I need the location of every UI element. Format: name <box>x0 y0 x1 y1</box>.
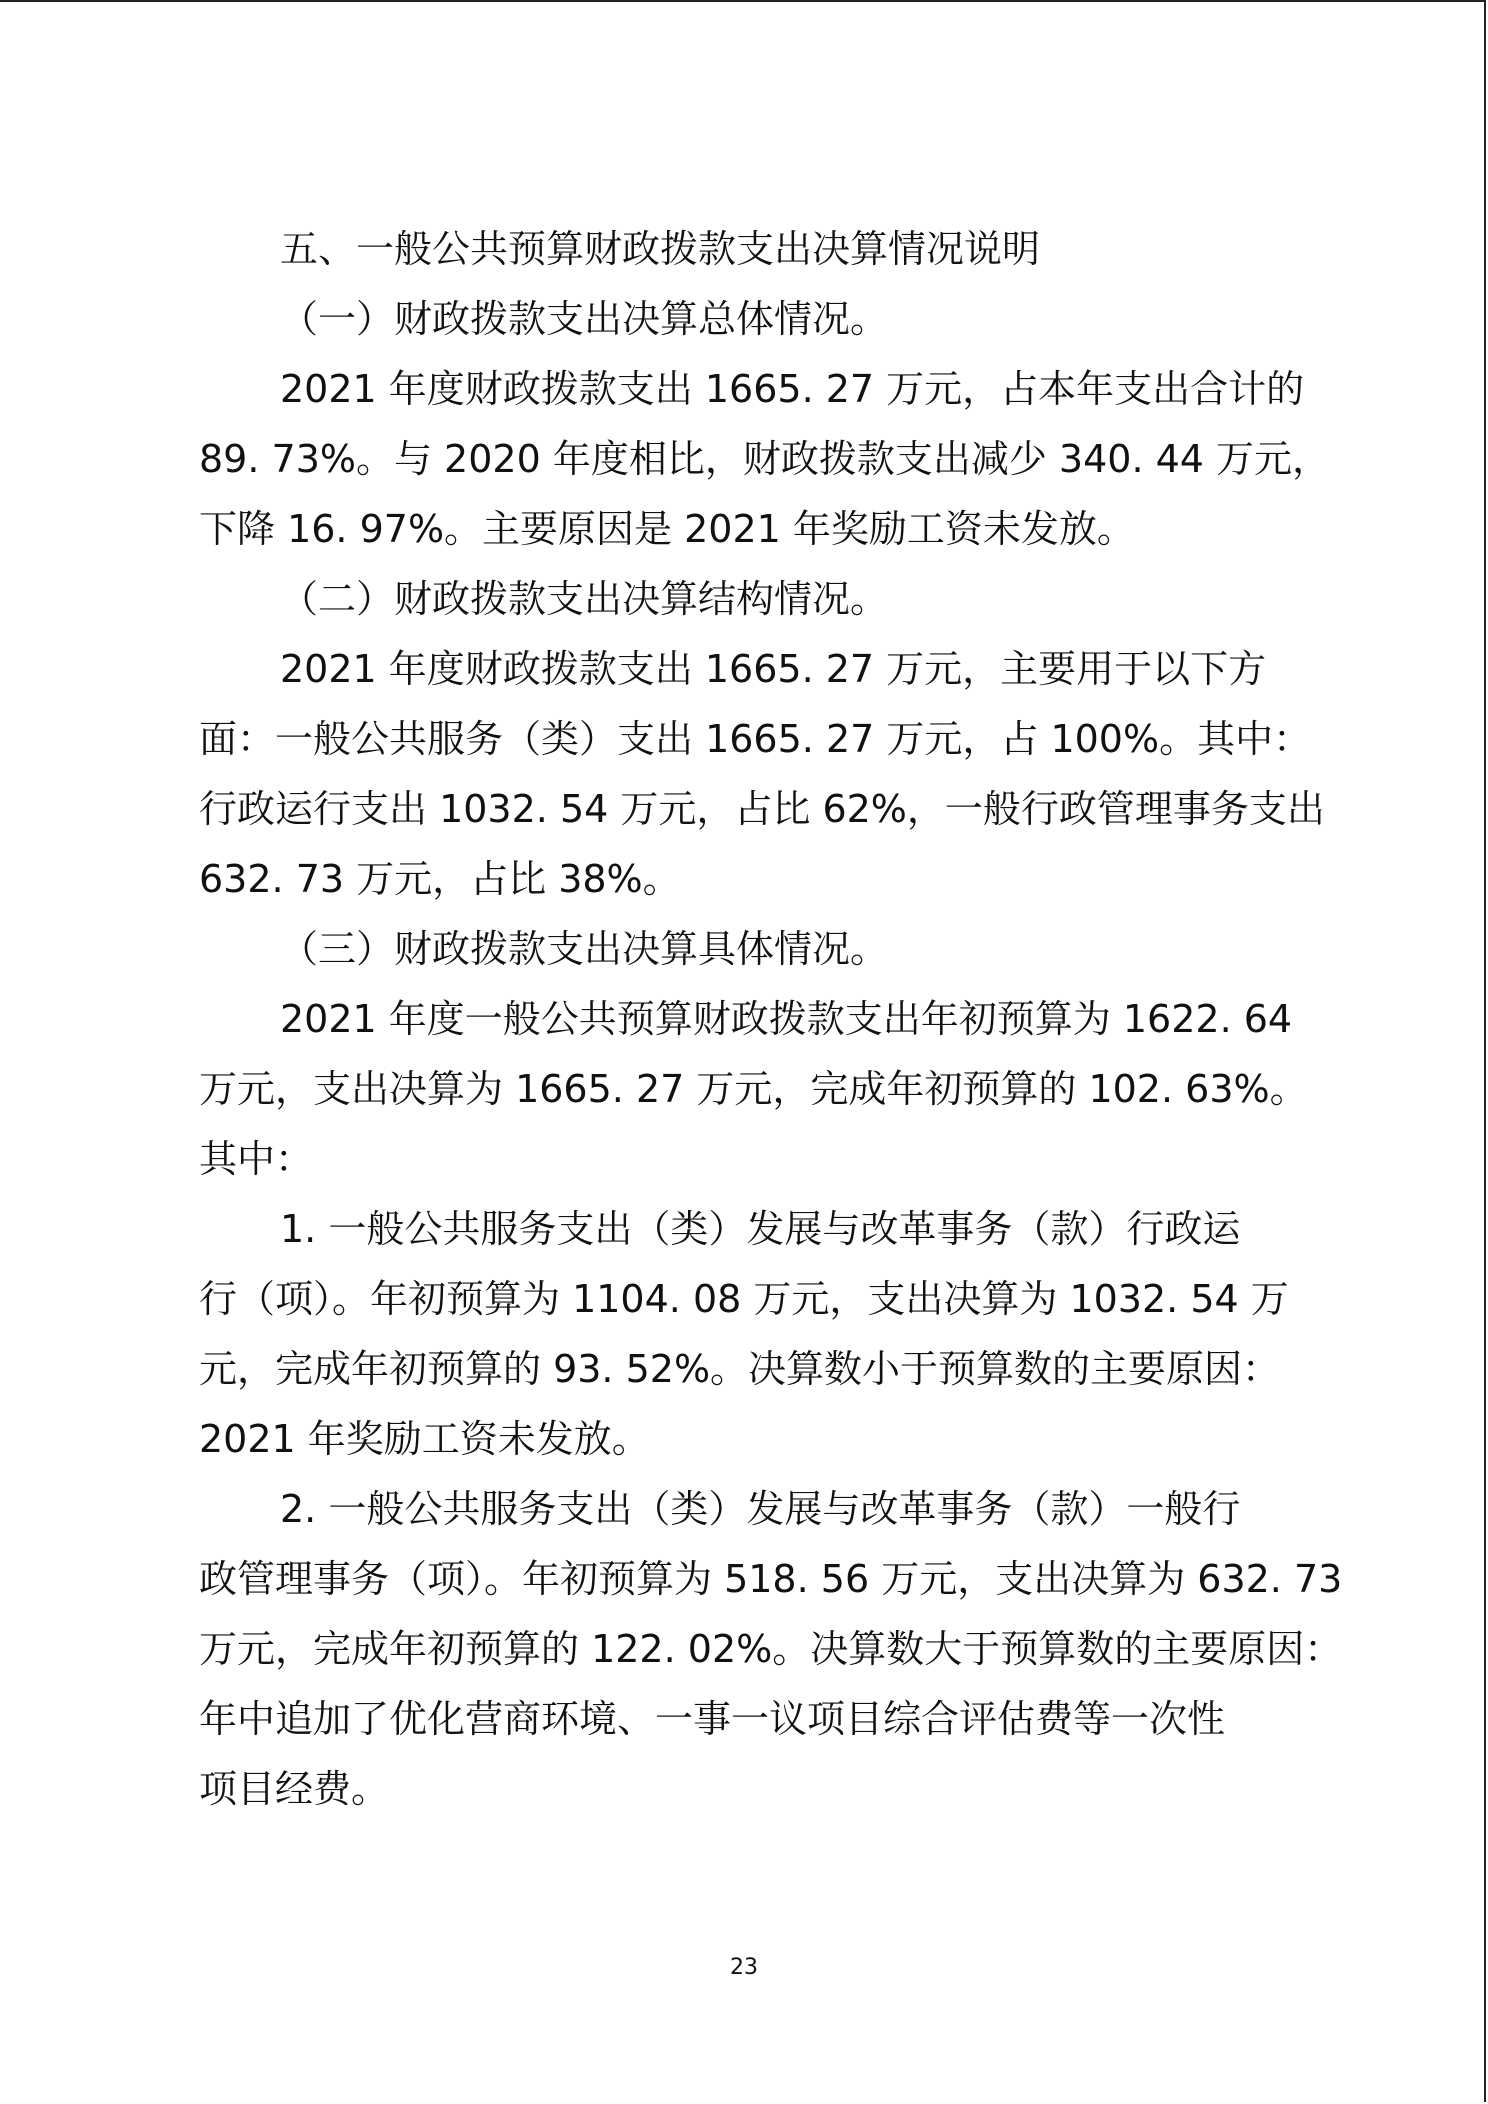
paragraph-line: 万元，支出决算为 1665. 27 万元，完成年初预算的 102. 63%。 <box>199 1067 1308 1111</box>
paragraph-line: 行政运行支出 1032. 54 万元，占比 62%，一般行政管理事务支出 <box>199 787 1325 831</box>
paragraph-line: 2021 年度一般公共预算财政拨款支出年初预算为 1622. 64 <box>280 997 1293 1041</box>
subsection-heading-2: （二）财政拨款支出决算结构情况。 <box>280 577 889 621</box>
list-item-2-line: 年中追加了优化营商环境、一事一议项目综合评估费等一次性 <box>199 1697 1226 1741</box>
paragraph-line: 下降 16. 97%。主要原因是 2021 年奖励工资未发放。 <box>199 507 1135 551</box>
paragraph-line: 2021 年度财政拨款支出 1665. 27 万元，占本年支出合计的 <box>280 367 1305 411</box>
subsection-heading-1: （一）财政拨款支出决算总体情况。 <box>280 297 889 341</box>
subsection-heading-3: （三）财政拨款支出决算具体情况。 <box>280 927 889 971</box>
list-item-1-line: 2021 年奖励工资未发放。 <box>199 1417 650 1461</box>
page-number: 23 <box>730 1955 758 1980</box>
list-item-2-line: 项目经费。 <box>199 1767 390 1811</box>
list-item-1-line: 元，完成年初预算的 93. 52%。决算数小于预算数的主要原因： <box>199 1347 1281 1391</box>
paragraph-line: 632. 73 万元，占比 38%。 <box>199 857 681 901</box>
document-body <box>199 214 1343 1824</box>
paragraph-line: 其中： <box>199 1137 314 1181</box>
list-item-1-line: 行（项）。年初预算为 1104. 08 万元，支出决算为 1032. 54 万 <box>199 1277 1289 1321</box>
section-heading: 五、一般公共预算财政拨款支出决算情况说明 <box>280 227 1041 271</box>
paragraph-line: 89. 73%。与 2020 年度相比，财政拨款支出减少 340. 44 万元， <box>199 437 1331 481</box>
list-item-2-line: 政管理事务（项）。年初预算为 518. 56 万元，支出决算为 632. 73 <box>199 1557 1343 1601</box>
list-item-1-line: 1. 一般公共服务支出（类）发展与改革事务（款）行政运 <box>280 1207 1241 1251</box>
list-item-2-line: 2. 一般公共服务支出（类）发展与改革事务（款）一般行 <box>280 1487 1241 1531</box>
paragraph-line: 2021 年度财政拨款支出 1665. 27 万元，主要用于以下方 <box>280 647 1267 691</box>
paragraph-line: 面：一般公共服务（类）支出 1665. 27 万元，占 100%。其中： <box>199 717 1312 761</box>
list-item-2-line: 万元，完成年初预算的 122. 02%。决算数大于预算数的主要原因： <box>199 1627 1343 1671</box>
